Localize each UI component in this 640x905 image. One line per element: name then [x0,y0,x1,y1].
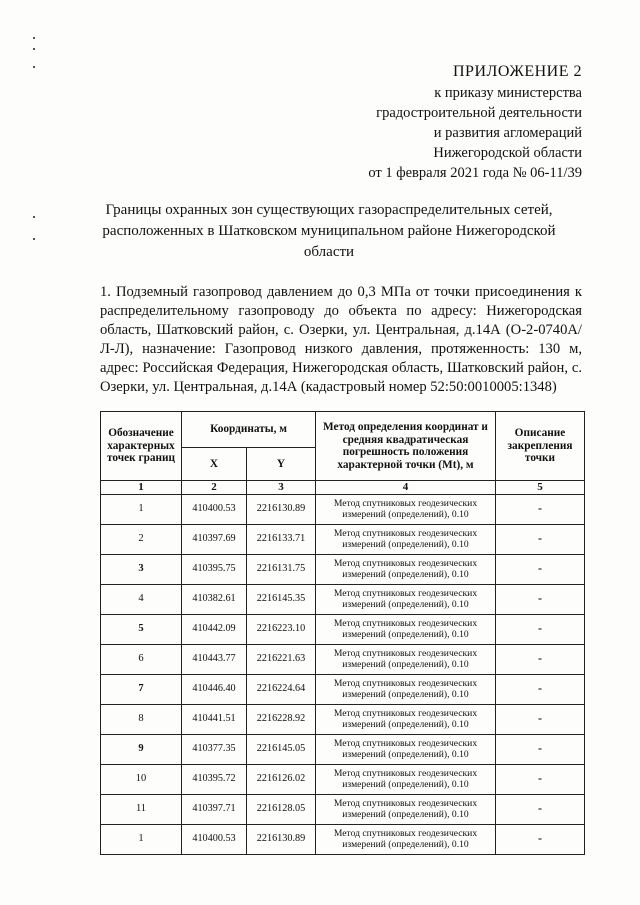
table-row [101,704,585,734]
y-cell: 2216133.71 [247,524,316,554]
table-row [101,554,585,584]
point-cell: 8 [101,704,182,734]
header-y: Y [247,448,316,481]
point-cell: 4 [101,584,182,614]
description-cell: - [496,494,585,524]
x-cell: 410395.75 [182,554,247,584]
y-cell: 2216128.05 [247,794,316,824]
method-cell: Метод спутниковых геодезических измерений (определений), 0.10 [316,824,496,854]
document-title: Границы охранных зон существующих газораспределительных сетей, расположенных в Шатковском муниципальном районе Нижегородской области [102,202,556,260]
point-cell: 3 [101,554,182,584]
x-cell: 410443.77 [182,644,247,674]
table-row [101,614,585,644]
description-cell: - [496,794,585,824]
table-row [101,584,585,614]
table-row [101,674,585,704]
point-cell: 6 [101,644,182,674]
x-cell: 410441.51 [182,704,247,734]
point-cell: 9 [101,734,182,764]
x-cell: 410446.40 [182,674,247,704]
table-row [101,734,585,764]
method-cell: Метод спутниковых геодезических измерений (определений), 0.10 [316,524,496,554]
description-cell: - [496,524,585,554]
description-cell: - [496,614,585,644]
column-number: 3 [247,481,316,495]
point-cell: 5 [101,614,182,644]
description-cell: - [496,644,585,674]
appendix-line: к приказу министерства [434,85,582,101]
point-cell: 10 [101,764,182,794]
coordinates-table [100,411,585,855]
y-cell: 2216223.10 [247,614,316,644]
scan-mark [33,66,35,68]
appendix-title: ПРИЛОЖЕНИЕ 2 [452,63,582,80]
y-cell: 2216145.05 [247,734,316,764]
method-cell: Метод спутниковых геодезических измерений (определений), 0.10 [316,734,496,764]
scan-mark [33,216,35,218]
method-cell: Метод спутниковых геодезических измерений (определений), 0.10 [316,614,496,644]
method-cell: Метод спутниковых геодезических измерений (определений), 0.10 [316,584,496,614]
description-cell: - [496,674,585,704]
column-number: 4 [316,481,496,495]
description-cell: - [496,764,585,794]
method-cell: Метод спутниковых геодезических измерений (определений), 0.10 [316,494,496,524]
description-cell: - [496,824,585,854]
x-cell: 410400.53 [182,494,247,524]
point-cell: 2 [101,524,182,554]
description-cell: - [496,704,585,734]
table-row [101,494,585,524]
x-cell: 410400.53 [182,824,247,854]
point-cell: 11 [101,794,182,824]
x-cell: 410395.72 [182,764,247,794]
appendix-line: Нижегородской области [433,145,582,161]
column-number: 5 [496,481,585,495]
y-cell: 2216221.63 [247,644,316,674]
table-body [101,494,585,854]
method-cell: Метод спутниковых геодезических измерений (определений), 0.10 [316,554,496,584]
appendix-header [368,62,582,183]
header-description: Описание закрепления точки [496,412,585,481]
table-row [101,644,585,674]
header-x: X [182,448,247,481]
table-row [101,524,585,554]
table-row [101,794,585,824]
appendix-line: и развития агломераций [433,125,582,141]
method-cell: Метод спутниковых геодезических измерений (определений), 0.10 [316,674,496,704]
x-cell: 410382.61 [182,584,247,614]
point-cell: 1 [101,824,182,854]
appendix-line: от 1 февраля 2021 года № 06-11/39 [368,165,582,181]
y-cell: 2216224.64 [247,674,316,704]
appendix-line: градостроительной деятельности [376,105,582,121]
column-number: 1 [101,481,182,495]
object-description: 1. Подземный газопровод давлением до 0,3 МПа от точки присоединения к распределительному газопроводу до объекта по адресу: Нижегородская область, Шатковский район, с. Озерки, ул. Центральная, д.14А (О-2-0740А/Л-Л), назначение: Газопровод низкого давления, протяженность: 130 м, адрес: Российская Федерация, Нижегородская область, Шатковский район, с. Озерки, ул. Центральная, д.14А (кадастровый номер 52:50:0010005:1348) [100,284,582,395]
x-cell: 410397.71 [182,794,247,824]
header-point: Обозначение характерных точек границ [101,412,182,481]
y-cell: 2216130.89 [247,494,316,524]
scan-mark [33,48,35,50]
y-cell: 2216131.75 [247,554,316,584]
y-cell: 2216130.89 [247,824,316,854]
scan-mark [33,37,35,39]
method-cell: Метод спутниковых геодезических измерений (определений), 0.10 [316,704,496,734]
y-cell: 2216145.35 [247,584,316,614]
column-number: 2 [182,481,247,495]
header-method: Метод определения координат и средняя квадратическая погрешность положения характерной точки (Mt), м [316,412,496,481]
table-row [101,824,585,854]
x-cell: 410442.09 [182,614,247,644]
method-cell: Метод спутниковых геодезических измерений (определений), 0.10 [316,764,496,794]
method-cell: Метод спутниковых геодезических измерений (определений), 0.10 [316,644,496,674]
point-cell: 1 [101,494,182,524]
description-cell: - [496,554,585,584]
x-cell: 410377.35 [182,734,247,764]
description-cell: - [496,734,585,764]
y-cell: 2216126.02 [247,764,316,794]
point-cell: 7 [101,674,182,704]
header-coordinates: Координаты, м [182,412,316,448]
table-row [101,764,585,794]
description-cell: - [496,584,585,614]
x-cell: 410397.69 [182,524,247,554]
y-cell: 2216228.92 [247,704,316,734]
scan-mark [33,238,35,240]
method-cell: Метод спутниковых геодезических измерений (определений), 0.10 [316,794,496,824]
